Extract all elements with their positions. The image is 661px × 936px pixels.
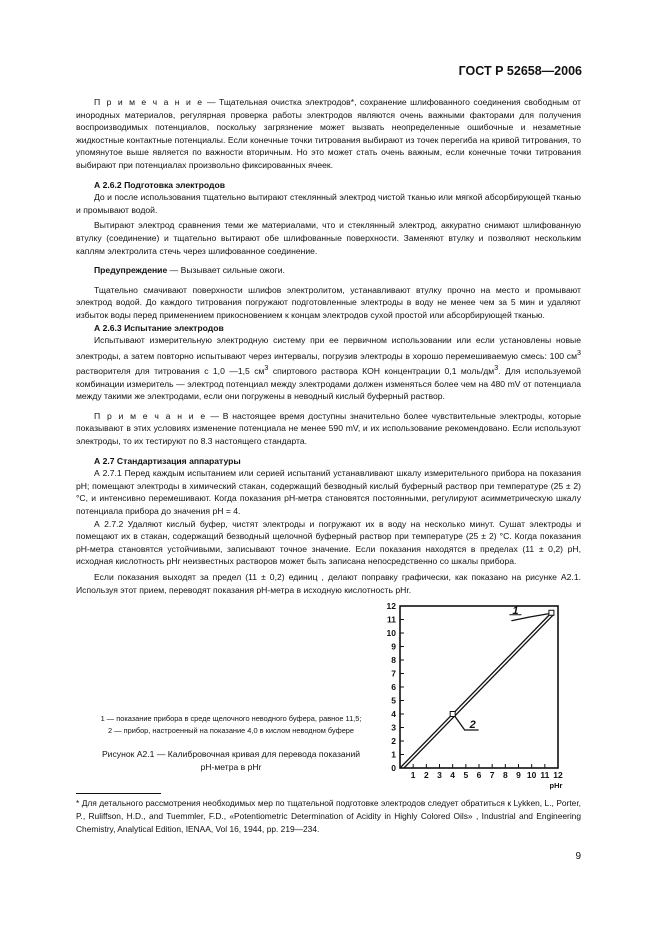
y-tick-label: 12 (386, 601, 396, 611)
text-run: . Для используемой комбинации измеритель — электрод потенциал между электродами должен изменяться более чем на 480 mV от потенциала между такими же электродами, если они погружены в неводный кислый буферный раствор. (76, 366, 582, 402)
warning-label: Предупреждение (94, 265, 168, 276)
y-tick-label: 3 (391, 722, 396, 733)
series-line (404, 614, 554, 768)
paragraph: До и после использования тщательно вытирают стеклянный электрод чистой тканью или мягкой абсорбирующей тканью и промывают водой. (76, 192, 581, 215)
caption-line: Рисунок А2.1 — Калибровочная кривая для перевода показаний (101, 749, 361, 759)
y-tick-label: 0 (391, 763, 396, 773)
footnote: * Для детального рассмотрения необходимых мер по тщательной подготовке электродов следует обратиться к Lykken, L., Porter, P., Ruliffson, H.D., and Tuemmler, F.D., «Potentiometric Determination of Acidity in Highly Colored Oils» , Industrial and Engineering Chemistry, Analytical Edition, IENAA, Vol 16, 1944, pp. 219—234. (76, 798, 581, 834)
warning-paragraph (76, 264, 581, 277)
paragraph: А 2.7.1 Перед каждым испытанием или серией испытаний устанавливают шкалу измерительного прибора на показания pH; помещают электроды в химический стакан, содержащий безводный кислый буферный раствор при температуре (25 ± 2) °С, и интенсивно перемешивают. Когда показания pH-метра становятся постоянными, регулируют асимметрическую шкалу потенциала прибора до значения pH = 4. (76, 468, 581, 516)
section-heading-2-6-2: А 2.6.2 Подготовка электродов (94, 179, 225, 190)
x-axis-label: pHr (549, 781, 563, 790)
note-paragraph (76, 96, 581, 172)
x-tick-label: 6 (476, 770, 482, 780)
main-content (76, 96, 581, 596)
x-tick-label: 12 (553, 770, 563, 780)
legend-number: 1 (100, 714, 105, 723)
y-tick-label: 2 (391, 736, 396, 746)
x-tick-label: 8 (502, 770, 508, 780)
superscript: 3 (264, 364, 269, 373)
x-tick-label: 1 (410, 770, 416, 780)
page-number: 9 (575, 851, 581, 862)
data-point-2 (450, 712, 455, 717)
figure-caption (76, 748, 386, 773)
note-label: П р и м е ч а н и е (94, 97, 204, 107)
superscript: 3 (494, 364, 499, 373)
y-tick-label: 8 (391, 655, 396, 665)
x-tick-label: 10 (526, 770, 537, 780)
x-tick-label: 11 (540, 770, 550, 780)
x-tick-label: 5 (463, 770, 469, 780)
paragraph (76, 334, 581, 403)
paragraph: Вытирают электрод сравнения теми же материалами, что и стеклянный электрод, аккуратно снимают шлифованную втулку (соединение) и тщательно вытирают обе шлифованные поверхности. Заменяют втулку и позволяют нескольким каплям электролита стечь через шлифованное соединение. (76, 220, 581, 256)
warning-text: — Вызывает сильные ожоги. (167, 265, 285, 276)
x-tick-label: 4 (450, 770, 456, 780)
y-tick-label: 6 (391, 682, 396, 692)
y-tick-label: 9 (391, 641, 396, 652)
note-text: — В настоящее время доступны значительно более чувствительные электроды, которые показывают в этих условиях изменение потенциала не менее 590 mV, и их использование рекомендовано. Если используют электроды, то их тестируют по 8.3 настоящего стандарта. (76, 410, 582, 446)
y-tick-label: 4 (391, 709, 396, 719)
x-tick-label: 2 (423, 770, 429, 780)
y-tick-label: 5 (391, 695, 396, 706)
text-run: спиртового раствора КОН концентрации 0,1 моль/дм (268, 366, 495, 376)
legend-text: — прибор, настроенный на показание 4,0 в кислом неводном буфере (112, 726, 355, 735)
point-label-2: 2 (469, 719, 476, 731)
section-heading-2-7: А 2.7 Стандартизация аппаратуры (94, 455, 241, 466)
data-point-1 (549, 610, 554, 615)
superscript: 3 (577, 348, 581, 357)
legend-item-2 (76, 725, 386, 737)
point-label-1: 1 (512, 604, 519, 617)
caption-line: pH-метра в pHr (200, 761, 262, 772)
paragraph: Тщательно смачивают поверхности шлифов электролитом, устанавливают втулку прочно на место и промывают электрод водой. До каждого титрования погружают подготовленные электроды в воду не менее чем за 5 мин и удаляют избыток воды перед применением прикосновением к концам электродов сухой простой или абсорбирующей тканью. (76, 284, 581, 320)
standard-header: ГОСТ Р 52658—2006 (458, 64, 582, 78)
figure-legend (76, 713, 386, 737)
legend-item-1 (76, 713, 386, 725)
y-tick-label: 10 (386, 628, 396, 638)
y-tick-label: 7 (391, 668, 396, 679)
footnote-rule (76, 793, 161, 794)
series-line (400, 613, 551, 768)
section-heading-2-6-3: А 2.6.3 Испытание электродов (94, 322, 224, 333)
legend-text: — показание прибора в среде щелочного неводного буфера, равное 11,5; (104, 714, 362, 723)
y-tick-label: 11 (387, 614, 396, 625)
y-tick-label: 1 (391, 749, 396, 760)
x-tick-label: 9 (516, 770, 521, 780)
note-text: — Тщательная очистка электродов*, сохранение шлифованного соединения свободным от инородных материалов, регулярная проверка работы электродов являются очень важными факторами для получения воспроизводимых потенциалов, поскольку загрязнение может вызвать неопределенные ошибочные и незаметные жидкостные контактные потенциалы. Если конечные точки титрования выбирают из точек перегиба на кривой титрования, то упомянутое выше является по важности вторичным. Но это может стать очень важным, если конечные точки титрования выбирают при потенциалах произвольно фиксированных ячеек. (76, 97, 581, 170)
paragraph: Если показания выходят за предел (11 ± 0,2) единиц , делают поправку графически, как показано на рисунке А2.1. Используя этот прием, переводят показания pH-метра в исходную кислотность pHr. (76, 571, 581, 595)
figure-a2-1 (76, 598, 581, 798)
x-tick-label: 3 (437, 770, 442, 780)
note-paragraph (76, 410, 581, 448)
calibration-chart (358, 598, 588, 798)
note-label: П р и м е ч а н и е (94, 410, 207, 421)
legend-number: 2 (107, 726, 113, 735)
text-run: Испытывают измерительную электродную систему при ее первичном использовании или если установлены новые электроды, а затем повторно испытывают через интервалы, погрузив электроды в хорошо перемешиваемую смесь: 100 см (76, 335, 581, 361)
x-tick-label: 7 (489, 770, 495, 780)
paragraph: А 2.7.2 Удаляют кислый буфер, чистят электроды и погружают их в воду на несколько минут. Сушат электроды и помещают их в стакан, содержащий безводный щелочной буферный раствор при температуре (25 ± 2) °С. Когда показания pH-метра становятся устойчивыми, записывают точное значение. Если показания находятся в пределах (11 ± 0,2) pH, исходная кислотность pHr неизвестных растворов может быть записана непосредственно со шкалы прибора. (76, 518, 581, 567)
text-run: растворителя для титрования с 1,0 —1,5 см (76, 366, 265, 376)
